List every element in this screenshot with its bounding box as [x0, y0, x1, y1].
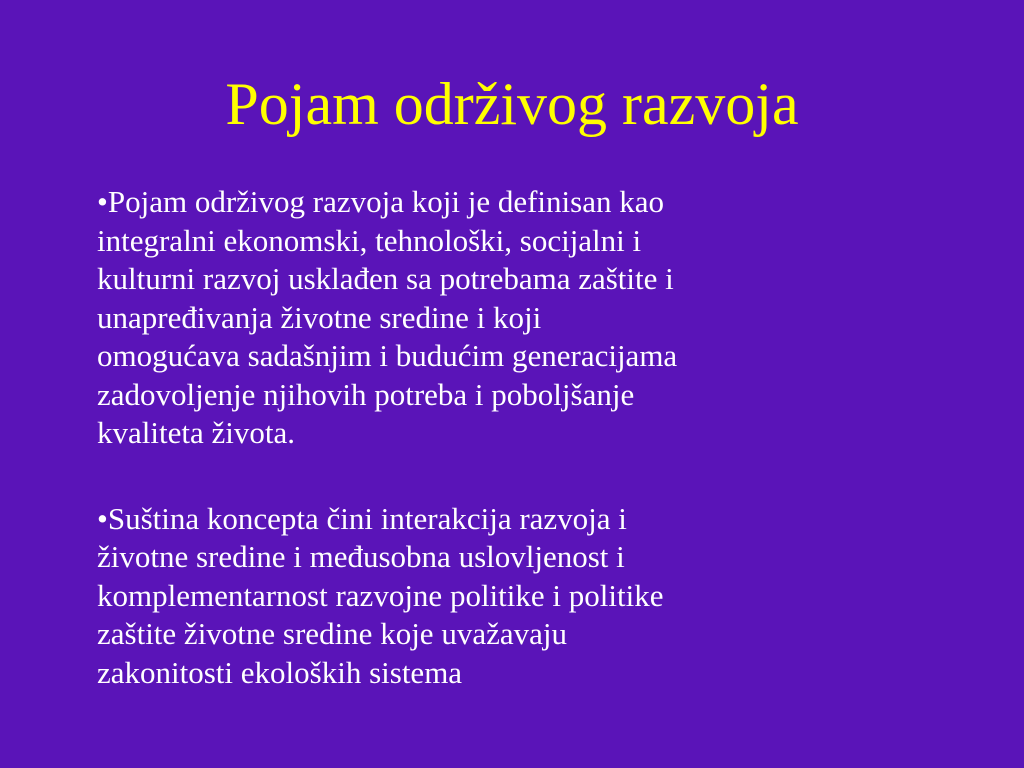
bullet-line: životne sredine i međusobna uslovljenost i: [97, 539, 625, 574]
bullet-marker: •: [97, 500, 108, 536]
bullet-line: zadovoljenje njihovih potreba i poboljšanje: [97, 376, 635, 412]
bullet-line: [97, 183, 867, 222]
bullet-line: [97, 500, 867, 539]
bullet-text: Suština koncepta čini interakcija razvoja i: [107, 500, 627, 536]
bullet-line: kulturni razvoj usklađen sa potrebama zaštite i: [97, 261, 674, 296]
slide-title: Pojam održivog razvoja: [225, 71, 799, 137]
bullet-list: [97, 183, 867, 692]
bullet-line: omogućava sadašnjim i budućim generacijama: [97, 338, 678, 373]
bullet-text: Pojam održivog razvoja koji je definisan kao: [107, 184, 664, 219]
bullet-marker: •: [97, 184, 108, 219]
bullet-line: zakonitosti ekoloških sistema: [97, 654, 463, 690]
bullet-line: unapređivanja životne sredine i koji: [97, 299, 542, 335]
bullet-line: kvaliteta života.: [97, 415, 295, 450]
bullet-line: zaštite životne sredine koje uvažavaju: [97, 616, 567, 651]
bullet-item-2: [97, 500, 867, 693]
bullet-item-1: [97, 183, 867, 453]
bullet-line: komplementarnost razvojne politike i politike: [97, 577, 664, 613]
bullet-line: integralni ekonomski, tehnološki, socijalni i: [97, 222, 642, 258]
